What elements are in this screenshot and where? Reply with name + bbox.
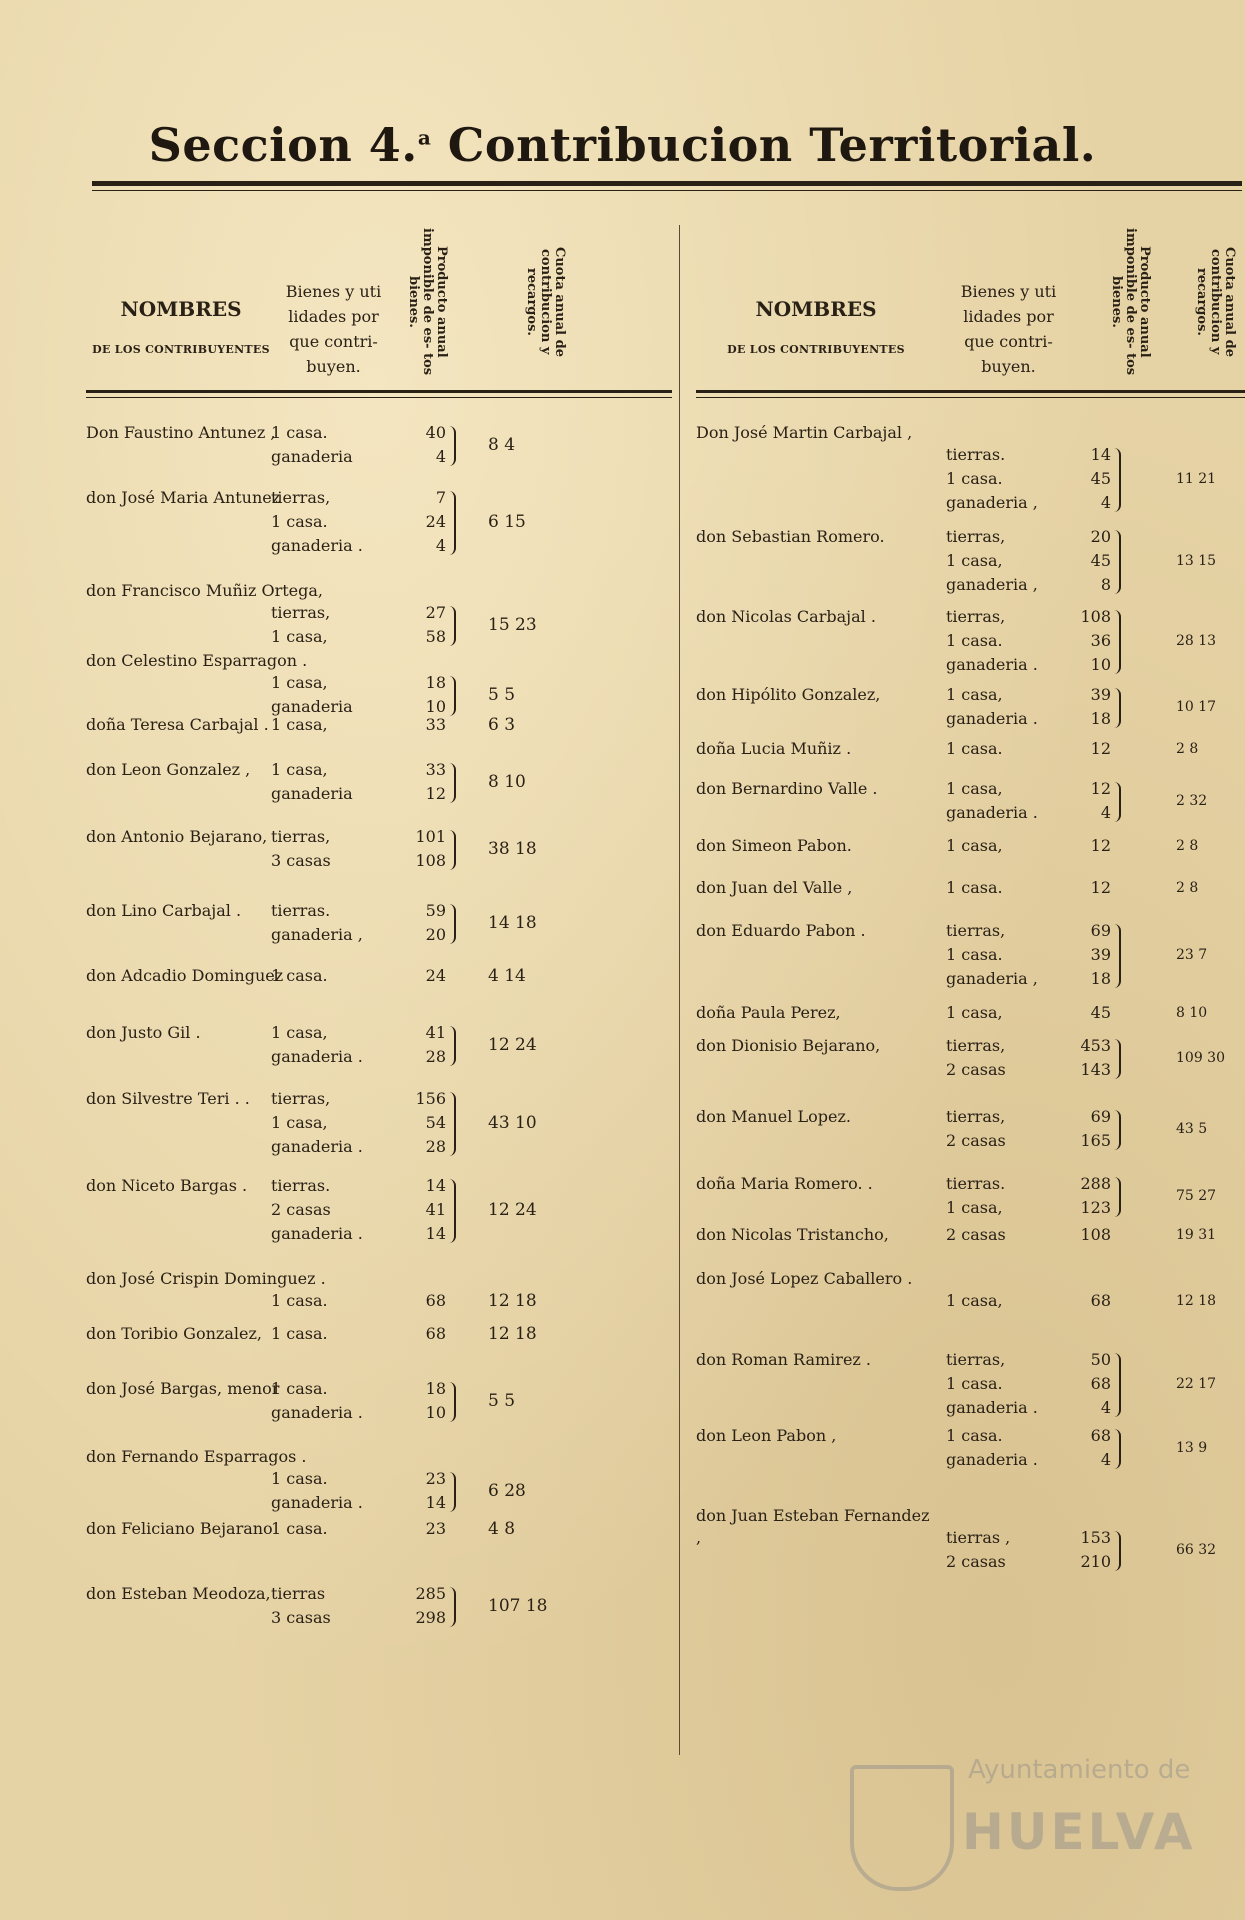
- right-record-valor: 68: [1090, 1291, 1111, 1310]
- right-header-nombres-title: NOMBRES: [755, 297, 877, 321]
- left-record-bien: tierras,: [271, 827, 331, 846]
- right-record-bien: tierras,: [946, 527, 1006, 546]
- left-record-bien: ganaderia .: [271, 1493, 363, 1512]
- right-record-valor: 12: [1090, 836, 1111, 855]
- left-record-brace: [449, 1472, 456, 1512]
- right-header-bienes: [946, 279, 1071, 379]
- right-record-valor: 69: [1090, 1107, 1111, 1126]
- left-record-brace: [449, 1382, 456, 1422]
- left-record-valor: 27: [425, 603, 446, 622]
- right-record-valor: 153: [1080, 1528, 1111, 1547]
- right-record-cuota: 10 17: [1176, 699, 1217, 715]
- left-record-bien: tierras,: [271, 1089, 331, 1108]
- right-record-brace: [1114, 688, 1121, 728]
- left-record-brace: [449, 491, 456, 555]
- right-record-cuota: 109 30: [1176, 1050, 1225, 1066]
- right-record-valor: 36: [1090, 631, 1111, 650]
- left-record-valor: 59: [425, 901, 446, 920]
- left-record-cuota: 6 28: [488, 1481, 526, 1501]
- left-record-cuota: 43 10: [488, 1113, 537, 1133]
- left-record-cuota: 12 18: [488, 1291, 537, 1311]
- left-record-name: don Celestino Esparragon .: [86, 651, 308, 670]
- left-record-bien: 1 casa.: [271, 1379, 328, 1398]
- right-header-bienes-line: que contri-: [964, 332, 1053, 351]
- left-record-valor: 12: [425, 784, 446, 803]
- left-record-name: don Esteban Meodoza,: [86, 1584, 271, 1603]
- right-record-bien: 1 casa,: [946, 1003, 1003, 1022]
- right-record-valor: 4: [1100, 1450, 1111, 1469]
- right-record-bien: 1 casa.: [946, 631, 1003, 650]
- right-record-brace: [1114, 1039, 1121, 1079]
- right-record-name: don Juan Esteban Fernandez ,: [696, 1506, 930, 1547]
- left-record-bien: 1 casa,: [271, 627, 328, 646]
- right-record-valor: 12: [1090, 739, 1111, 758]
- left-record-valor: 101: [415, 827, 446, 846]
- right-record-brace: [1114, 1429, 1121, 1469]
- left-record-brace: [449, 1026, 456, 1066]
- right-record-valor: 8: [1100, 575, 1111, 594]
- left-header-nombres: [86, 297, 276, 356]
- right-record-valor: 18: [1090, 709, 1111, 728]
- left-record-bien: 1 casa.: [271, 1469, 328, 1488]
- left-record-bien: 3 casas: [271, 1608, 331, 1627]
- left-record-valor: 24: [425, 966, 446, 985]
- left-record-name: don Fernando Esparragos .: [86, 1447, 307, 1466]
- right-record-valor: 143: [1080, 1060, 1111, 1079]
- left-record-bien: tierras: [271, 1584, 326, 1603]
- right-record-valor: 12: [1090, 878, 1111, 897]
- left-record-cuota: 6 3: [488, 715, 516, 735]
- right-record-valor: 10: [1090, 655, 1111, 674]
- left-record-bien: ganaderia .: [271, 536, 363, 555]
- right-record-valor: 108: [1080, 1225, 1111, 1244]
- left-record-name: don Antonio Bejarano,: [86, 827, 268, 846]
- left-record-name: don Justo Gil .: [86, 1023, 201, 1042]
- right-record-name: don Sebastian Romero.: [696, 527, 885, 546]
- left-record-valor: 28: [425, 1047, 446, 1066]
- right-record-valor: 108: [1080, 607, 1111, 626]
- left-record-valor: 24: [425, 512, 446, 531]
- left-record-valor: 298: [415, 1608, 446, 1627]
- right-record-bien: 1 casa.: [946, 739, 1003, 758]
- left-record-name: don Niceto Bargas .: [86, 1176, 248, 1195]
- left-record-brace: [449, 763, 456, 803]
- left-record-name: don Toribio Gonzalez,: [86, 1324, 262, 1343]
- coat-of-arms-icon: [850, 1765, 954, 1891]
- right-record-valor: 50: [1090, 1350, 1111, 1369]
- left-header: [86, 222, 672, 393]
- right-record-bien: 1 casa.: [946, 945, 1003, 964]
- right-record-bien: tierras.: [946, 1174, 1006, 1193]
- right-record-cuota: 2 32: [1176, 793, 1208, 809]
- left-record-name: Don Faustino Antunez ,: [86, 423, 276, 442]
- right-record-cuota: 23 7: [1176, 947, 1208, 963]
- left-record-valor: 33: [425, 760, 446, 779]
- right-record-bien: ganaderia .: [946, 709, 1038, 728]
- right-record-cuota: 13 9: [1176, 1440, 1208, 1456]
- left-record-name: don José Bargas, menor: [86, 1379, 280, 1398]
- left-record-bien: tierras.: [271, 901, 331, 920]
- right-record-bien: tierras,: [946, 1036, 1006, 1055]
- left-record-cuota: 6 15: [488, 512, 526, 532]
- left-record-bien: ganaderia ,: [271, 925, 363, 944]
- right-record-name: don Nicolas Carbajal .: [696, 607, 876, 626]
- right-header: [696, 222, 1245, 393]
- right-record-valor: 4: [1100, 1398, 1111, 1417]
- left-record-valor: 23: [425, 1469, 446, 1488]
- right-header-bienes-line: Bienes y uti: [960, 282, 1057, 301]
- left-record-cuota: 107 18: [488, 1596, 548, 1616]
- left-header-bienes-line: lidades por: [288, 307, 379, 326]
- left-record-bien: tierras,: [271, 603, 331, 622]
- right-record-bien: ganaderia ,: [946, 969, 1038, 988]
- right-record-valor: 453: [1080, 1036, 1111, 1055]
- right-record-valor: 165: [1080, 1131, 1111, 1150]
- left-record-cuota: 12 18: [488, 1324, 537, 1344]
- left-record-bien: 1 casa.: [271, 423, 328, 442]
- right-record-valor: 18: [1090, 969, 1111, 988]
- right-record-valor: 68: [1090, 1374, 1111, 1393]
- left-record-brace: [449, 606, 456, 646]
- right-record-valor: 12: [1090, 779, 1111, 798]
- left-record-bien: 1 casa,: [271, 715, 328, 734]
- right-record-bien: ganaderia ,: [946, 575, 1038, 594]
- right-record-bien: 1 casa,: [946, 836, 1003, 855]
- left-record-name: doña Teresa Carbajal .: [86, 715, 269, 734]
- left-record-bien: 2 casas: [271, 1200, 331, 1219]
- left-record-valor: 108: [415, 851, 446, 870]
- left-record-cuota: 38 18: [488, 839, 537, 859]
- right-record-bien: 2 casas: [946, 1131, 1006, 1150]
- watermark-line1: Ayuntamiento de: [968, 1755, 1191, 1785]
- left-record-valor: 4: [435, 447, 446, 466]
- right-record-valor: 69: [1090, 921, 1111, 940]
- left-record-valor: 54: [425, 1113, 446, 1132]
- left-record-valor: 14: [425, 1493, 446, 1512]
- right-record-valor: 45: [1090, 551, 1111, 570]
- left-record-valor: 68: [425, 1291, 446, 1310]
- right-record-cuota: 2 8: [1176, 838, 1199, 854]
- right-record-name: don Roman Ramirez .: [696, 1350, 872, 1369]
- right-record-cuota: 13 15: [1176, 553, 1217, 569]
- left-record-bien: ganaderia: [271, 447, 353, 466]
- right-record-brace: [1114, 924, 1121, 988]
- right-record-bien: 1 casa,: [946, 1198, 1003, 1217]
- left-record-brace: [449, 676, 456, 716]
- right-record-valor: 45: [1090, 469, 1111, 488]
- right-record-brace: [1114, 1177, 1121, 1217]
- right-header-bienes-line: lidades por: [963, 307, 1054, 326]
- left-header-bienes: [271, 279, 396, 379]
- left-record-name: don José Crispin Dominguez .: [86, 1269, 326, 1288]
- left-record-valor: 10: [425, 1403, 446, 1422]
- right-column: [696, 222, 1245, 1571]
- right-record-valor: 39: [1090, 685, 1111, 704]
- right-record-bien: tierras ,: [946, 1528, 1011, 1547]
- right-record-name: don Dionisio Bejarano,: [696, 1036, 881, 1055]
- right-record-cuota: 75 27: [1176, 1188, 1217, 1204]
- right-record-valor: 210: [1080, 1552, 1111, 1571]
- right-record-cuota: 19 31: [1176, 1227, 1217, 1243]
- right-record-bien: tierras,: [946, 607, 1006, 626]
- left-record-brace: [449, 904, 456, 944]
- right-record-bien: 1 casa,: [946, 779, 1003, 798]
- left-record-cuota: 12 24: [488, 1035, 537, 1055]
- right-record-name: don Bernardino Valle .: [696, 779, 878, 798]
- left-record-cuota: 5 5: [488, 1391, 516, 1411]
- right-record-name: don Hipólito Gonzalez,: [696, 685, 881, 704]
- right-header-bienes-line: buyen.: [981, 357, 1036, 376]
- right-record-valor: 20: [1090, 527, 1111, 546]
- right-record-cuota: 22 17: [1176, 1376, 1217, 1392]
- left-record-bien: 1 casa.: [271, 512, 328, 531]
- left-record-bien: tierras.: [271, 1176, 331, 1195]
- right-record-name: don Eduardo Pabon .: [696, 921, 866, 940]
- left-record-bien: 1 casa,: [271, 760, 328, 779]
- left-record-brace: [449, 830, 456, 870]
- left-header-producto: Producto anual imponible de es- tos bienes.: [406, 228, 449, 376]
- left-record-name: don Francisco Muñiz Ortega,: [86, 581, 323, 600]
- right-header-cuota: Cuota anual de contribucion y recargos.: [1194, 247, 1237, 357]
- title-section: Seccion 4.: [148, 118, 418, 172]
- watermark-line2: HUELVA: [962, 1803, 1196, 1861]
- left-record-bien: 1 casa.: [271, 1291, 328, 1310]
- left-header-cuota: Cuota anual de contribucion y recargos.: [524, 247, 567, 357]
- right-record-bien: tierras.: [946, 445, 1006, 464]
- right-record-bien: 1 casa.: [946, 1374, 1003, 1393]
- left-record-name: don José Maria Antunez: [86, 488, 281, 507]
- left-header-rule: [86, 397, 672, 398]
- left-record-bien: 1 casa.: [271, 1519, 328, 1538]
- right-record-bien: 1 casa,: [946, 551, 1003, 570]
- left-record-valor: 4: [435, 536, 446, 555]
- right-record-brace: [1114, 1110, 1121, 1150]
- right-record-bien: 2 casas: [946, 1225, 1006, 1244]
- right-record-valor: 45: [1090, 1003, 1111, 1022]
- right-record-brace: [1114, 448, 1121, 512]
- left-record-bien: 1 casa,: [271, 1113, 328, 1132]
- right-record-bien: ganaderia .: [946, 1398, 1038, 1417]
- left-record-valor: 14: [425, 1224, 446, 1243]
- right-record-bien: 1 casa.: [946, 469, 1003, 488]
- right-record-bien: tierras,: [946, 1107, 1006, 1126]
- left-record-valor: 18: [425, 1379, 446, 1398]
- left-record-cuota: 4 8: [488, 1519, 516, 1539]
- right-record-brace: [1114, 530, 1121, 594]
- right-record-bien: ganaderia .: [946, 655, 1038, 674]
- left-record-valor: 28: [425, 1137, 446, 1156]
- left-record-bien: 1 casa,: [271, 673, 328, 692]
- page-title: [0, 118, 1245, 172]
- right-header-contribuyentes: DE LOS CONTRIBUYENTES: [727, 343, 905, 356]
- left-record-cuota: 14 18: [488, 913, 537, 933]
- right-record-cuota: 28 13: [1176, 633, 1217, 649]
- left-record-cuota: 12 24: [488, 1200, 537, 1220]
- right-record-brace: [1114, 610, 1121, 674]
- right-record-name: don Juan del Valle ,: [696, 878, 853, 897]
- right-record-bien: ganaderia .: [946, 803, 1038, 822]
- right-record-bien: tierras,: [946, 1350, 1006, 1369]
- left-record-brace: [449, 1092, 456, 1156]
- left-record-valor: 23: [425, 1519, 446, 1538]
- right-record-bien: ganaderia ,: [946, 493, 1038, 512]
- left-record-valor: 33: [425, 715, 446, 734]
- left-header-contribuyentes: DE LOS CONTRIBUYENTES: [92, 343, 270, 356]
- left-record-name: don Feliciano Bejarano: [86, 1519, 273, 1538]
- right-record-bien: 1 casa.: [946, 878, 1003, 897]
- left-record-bien: ganaderia: [271, 697, 353, 716]
- right-record-name: doña Lucia Muñiz .: [696, 739, 852, 758]
- right-record-brace: [1114, 1353, 1121, 1417]
- title-rule-thick: [92, 181, 1242, 186]
- left-record-bien: 1 casa.: [271, 966, 328, 985]
- left-record-valor: 40: [425, 423, 446, 442]
- left-record-valor: 14: [425, 1176, 446, 1195]
- right-record-valor: 4: [1100, 803, 1111, 822]
- watermark: [850, 1755, 1240, 1895]
- left-record-bien: ganaderia .: [271, 1137, 363, 1156]
- right-record-valor: 68: [1090, 1426, 1111, 1445]
- left-record-valor: 285: [415, 1584, 446, 1603]
- title-main: Contribucion Territorial.: [447, 118, 1097, 172]
- right-record-cuota: 12 18: [1176, 1293, 1217, 1309]
- right-record-name: doña Maria Romero. .: [696, 1174, 873, 1193]
- right-record-name: don Manuel Lopez.: [696, 1107, 851, 1126]
- right-record-name: Don José Martin Carbajal ,: [696, 423, 913, 442]
- left-record-brace: [449, 426, 456, 466]
- left-record-name: don Adcadio Dominguez: [86, 966, 284, 985]
- left-record-brace: [449, 1179, 456, 1243]
- right-header-rule: [696, 397, 1245, 398]
- title-rule-thin: [92, 190, 1242, 191]
- left-record-valor: 156: [415, 1089, 446, 1108]
- title-superscript: a: [417, 125, 432, 150]
- left-record-bien: 1 casa.: [271, 1324, 328, 1343]
- right-record-valor: 4: [1100, 493, 1111, 512]
- left-record-cuota: 15 23: [488, 615, 537, 635]
- left-header-bienes-line: que contri-: [289, 332, 378, 351]
- column-separator: [679, 225, 680, 1755]
- left-record-name: don Silvestre Teri . .: [86, 1089, 250, 1108]
- right-header-nombres: [696, 297, 936, 356]
- left-record-cuota: 4 14: [488, 966, 526, 986]
- right-record-cuota: 2 8: [1176, 880, 1199, 896]
- right-record-cuota: 2 8: [1176, 741, 1199, 757]
- right-record-brace: [1114, 1531, 1121, 1571]
- right-record-brace: [1114, 782, 1121, 822]
- right-record-bien: 1 casa.: [946, 1426, 1003, 1445]
- right-header-producto: Producto anual imponible de es- tos bienes.: [1109, 228, 1152, 376]
- left-column: [86, 222, 672, 1627]
- left-record-cuota: 8 4: [488, 435, 516, 455]
- left-record-cuota: 5 5: [488, 685, 516, 705]
- left-record-bien: 3 casas: [271, 851, 331, 870]
- right-record-bien: ganaderia .: [946, 1450, 1038, 1469]
- left-record-valor: 58: [425, 627, 446, 646]
- right-record-cuota: 8 10: [1176, 1005, 1208, 1021]
- left-record-bien: tierras,: [271, 488, 331, 507]
- left-header-bienes-line: Bienes y uti: [285, 282, 382, 301]
- left-header-bienes-line: buyen.: [306, 357, 361, 376]
- right-record-name: doña Paula Perez,: [696, 1003, 841, 1022]
- right-record-valor: 14: [1090, 445, 1111, 464]
- right-record-name: don Leon Pabon ,: [696, 1426, 837, 1445]
- left-header-nombres-title: NOMBRES: [120, 297, 242, 321]
- left-record-bien: 1 casa,: [271, 1023, 328, 1042]
- left-record-bien: ganaderia .: [271, 1224, 363, 1243]
- left-record-valor: 7: [435, 488, 446, 507]
- right-record-name: don Simeon Pabon.: [696, 836, 852, 855]
- left-record-valor: 41: [425, 1200, 446, 1219]
- left-record-bien: ganaderia: [271, 784, 353, 803]
- left-record-name: don Lino Carbajal .: [86, 901, 242, 920]
- right-record-bien: 2 casas: [946, 1552, 1006, 1571]
- right-record-bien: 2 casas: [946, 1060, 1006, 1079]
- left-record-bien: ganaderia .: [271, 1047, 363, 1066]
- left-record-valor: 68: [425, 1324, 446, 1343]
- right-record-cuota: 43 5: [1176, 1121, 1208, 1137]
- right-record-cuota: 11 21: [1176, 471, 1217, 487]
- left-record-valor: 20: [425, 925, 446, 944]
- right-record-bien: 1 casa,: [946, 1291, 1003, 1310]
- right-record-name: don Nicolas Tristancho,: [696, 1225, 889, 1244]
- right-record-valor: 39: [1090, 945, 1111, 964]
- left-record-valor: 41: [425, 1023, 446, 1042]
- right-record-bien: tierras,: [946, 921, 1006, 940]
- right-record-name: don José Lopez Caballero .: [696, 1269, 913, 1288]
- left-record-bien: ganaderia .: [271, 1403, 363, 1422]
- left-record-valor: 10: [425, 697, 446, 716]
- left-record-valor: 18: [425, 673, 446, 692]
- left-record-brace: [449, 1587, 456, 1627]
- right-record-bien: 1 casa,: [946, 685, 1003, 704]
- right-record-valor: 123: [1080, 1198, 1111, 1217]
- right-record-cuota: 66 32: [1176, 1542, 1217, 1558]
- left-record-cuota: 8 10: [488, 772, 526, 792]
- left-record-name: don Leon Gonzalez ,: [86, 760, 251, 779]
- right-record-valor: 288: [1080, 1174, 1111, 1193]
